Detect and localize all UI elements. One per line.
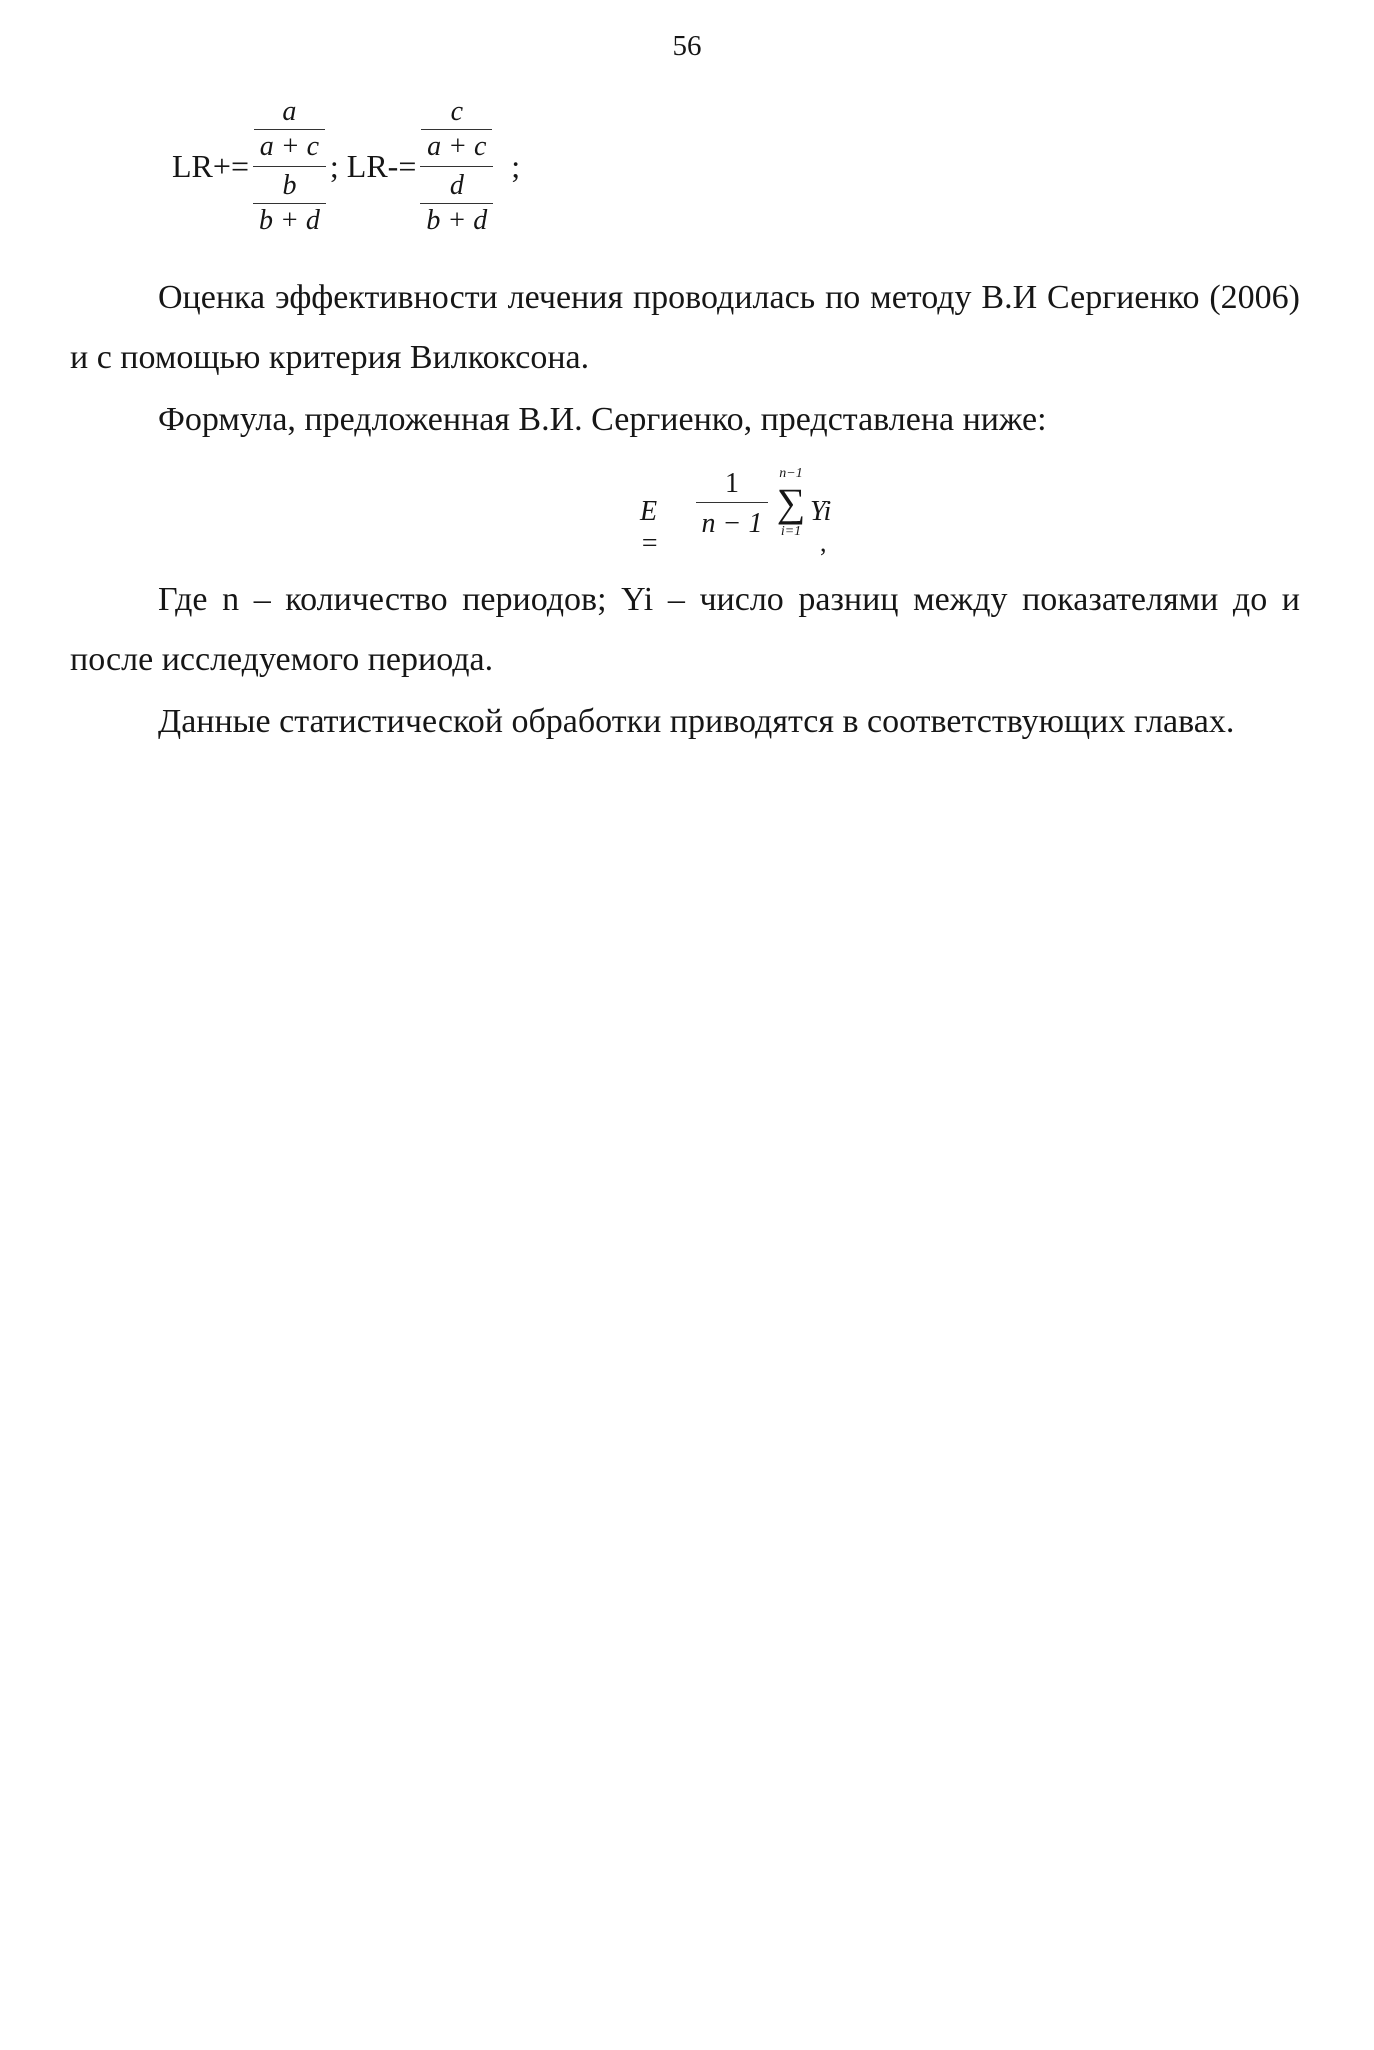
sigma-symbol: ∑	[776, 480, 806, 525]
lr-plus-fraction	[253, 95, 326, 238]
formula-numerator: 1	[725, 468, 739, 499]
lr-plus-top-den: a + c	[259, 130, 320, 162]
lr-plus-bottom-fraction	[253, 169, 326, 238]
lr-plus-top-num: a	[282, 95, 297, 127]
lr-minus-top-num: c	[450, 95, 464, 127]
lr-plus-top-fraction	[254, 95, 325, 164]
paragraph-conclusion-text: Данные статистической обработки приводятся в соответствующих главах.	[158, 703, 1235, 740]
paragraph-definitions	[70, 570, 1300, 690]
lr-plus-label: LR+=	[172, 147, 249, 184]
paragraph-formula-intro	[70, 390, 1300, 450]
lr-minus-top-den: a + c	[427, 130, 487, 162]
sum-lower-limit: i=1	[780, 524, 802, 539]
paragraph-formula-intro-text: Формула, предложенная В.И. Сергиенко, представлена ниже:	[158, 401, 1047, 438]
paragraph-conclusion	[70, 692, 1300, 752]
formula-term: Yi	[810, 496, 832, 527]
formula-sum	[776, 466, 806, 540]
sum-upper-limit: n−1	[779, 466, 803, 481]
lr-plus-bottom-den: b + d	[258, 204, 320, 236]
formula-denominator: n − 1	[701, 508, 763, 539]
lr-end: ;	[511, 147, 521, 184]
formula-lhs: E =	[640, 496, 659, 559]
formula-comma: ,	[820, 528, 827, 557]
paragraph-method-text: Оценка эффективности лечения проводилась по методу В.И Сергиенко (2006) и с помощью критерия Вилкоксона.	[70, 279, 1300, 376]
paragraph-definitions-text: Где n – количество периодов; Yi – число разниц между показателями до и после исследуемого периода.	[70, 581, 1300, 678]
lr-formula	[172, 86, 520, 246]
lr-separator: ; LR-=	[329, 147, 417, 184]
formula-fraction	[696, 466, 768, 545]
lr-minus-fraction	[420, 95, 493, 238]
lr-minus-bottom-num: d	[449, 169, 464, 201]
paragraph-method	[70, 268, 1300, 388]
lr-plus-bottom-num: b	[282, 169, 297, 201]
lr-minus-top-fraction	[421, 95, 492, 164]
lr-minus-bottom-fraction	[420, 169, 493, 238]
lr-minus-bottom-den: b + d	[426, 204, 488, 236]
page-number: 56	[672, 30, 702, 62]
